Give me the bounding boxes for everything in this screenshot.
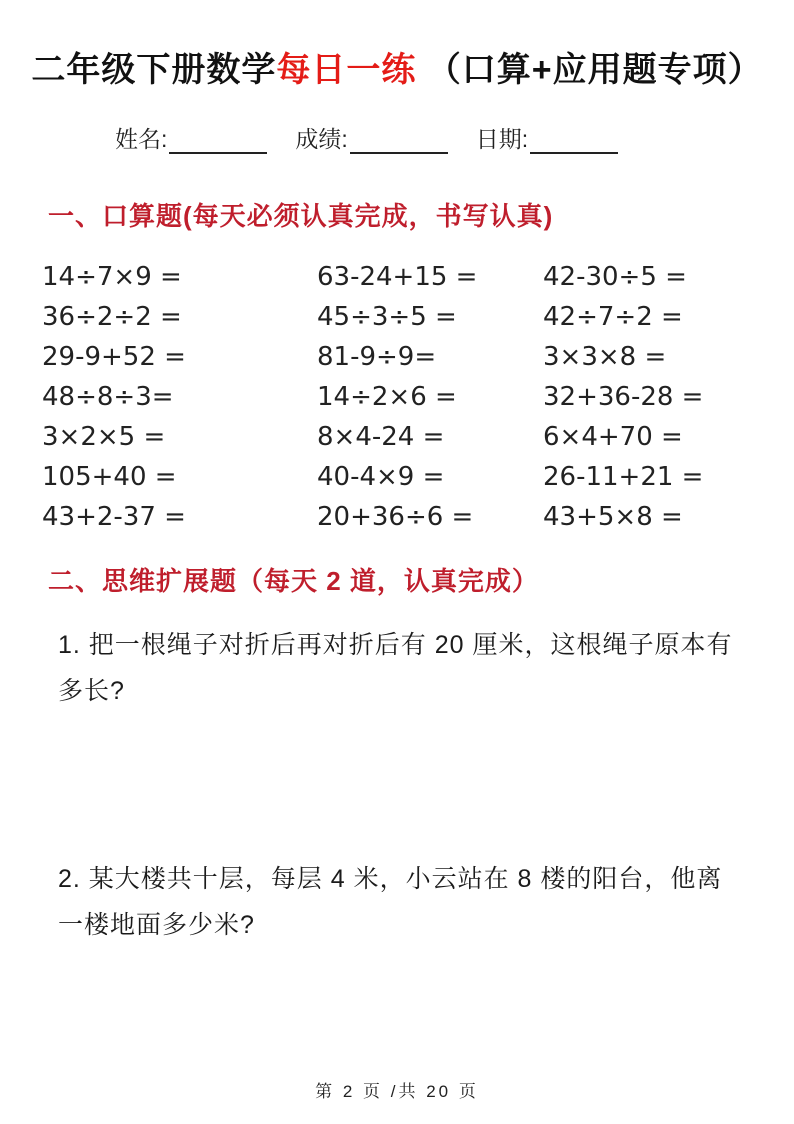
oral-problem: 3×2×5 = [42, 421, 166, 452]
oral-problem: 3×3×8 = [543, 341, 667, 372]
page-number-indicator: 第 2 页 /共 20 页 [315, 1082, 479, 1101]
oral-problem: 45÷3÷5 = [317, 301, 457, 332]
title-scope-part: （口算+应用题专项） [426, 51, 763, 89]
word-problem-2: 2. 某大楼共十层，每层 4 米，小云站在 8 楼的阳台，他离一楼地面多少米? [58, 864, 723, 939]
oral-problem: 81-9÷9= [317, 341, 437, 372]
name-field [115, 121, 267, 154]
date-label: 日期: [475, 125, 529, 152]
oral-problem: 36÷2÷2 = [42, 301, 182, 332]
date-blank-line [530, 128, 618, 154]
oral-problem: 8×4-24 = [317, 421, 445, 452]
oral-problems-grid [42, 257, 762, 537]
score-label: 成绩: [295, 125, 348, 152]
title-grade-part: 二年级下册数学 [31, 51, 277, 89]
oral-problem: 32+36-28 = [543, 381, 704, 412]
date-field [476, 121, 618, 154]
oral-problem: 14÷2×6 = [317, 381, 457, 412]
name-label: 姓名: [115, 125, 168, 152]
oral-problem: 42÷7÷2 = [543, 301, 683, 332]
title-daily-practice-part: 每日一练 [276, 51, 417, 89]
oral-problem: 63-24+15 = [317, 261, 478, 292]
oral-problem: 48÷8÷3= [42, 381, 174, 412]
oral-problem: 6×4+70 = [543, 421, 683, 452]
page-title [0, 0, 794, 91]
thinking-section-heading: 二、思维扩展题（每天 2 道，认真完成） [48, 565, 539, 596]
oral-problem: 43+5×8 = [543, 501, 683, 532]
oral-problem: 105+40 = [42, 461, 177, 492]
word-problem-1: 1. 把一根绳子对折后再对折后有 20 厘米，这根绳子原本有多长? [58, 630, 733, 705]
oral-problem: 29-9+52 = [42, 341, 186, 372]
oral-problem: 43+2-37 = [42, 501, 186, 532]
oral-problem: 40-4×9 = [317, 461, 445, 492]
oral-problem: 26-11+21 = [543, 461, 704, 492]
oral-problem: 20+36÷6 = [317, 501, 474, 532]
oral-section-heading: 一、口算题(每天必须认真完成，书写认真) [48, 200, 554, 231]
name-blank-line [169, 128, 267, 154]
score-field [295, 121, 447, 154]
oral-problem: 42-30÷5 = [543, 261, 687, 292]
score-blank-line [350, 128, 448, 154]
header-fields-row [115, 121, 794, 154]
oral-problem: 14÷7×9 = [42, 261, 182, 292]
